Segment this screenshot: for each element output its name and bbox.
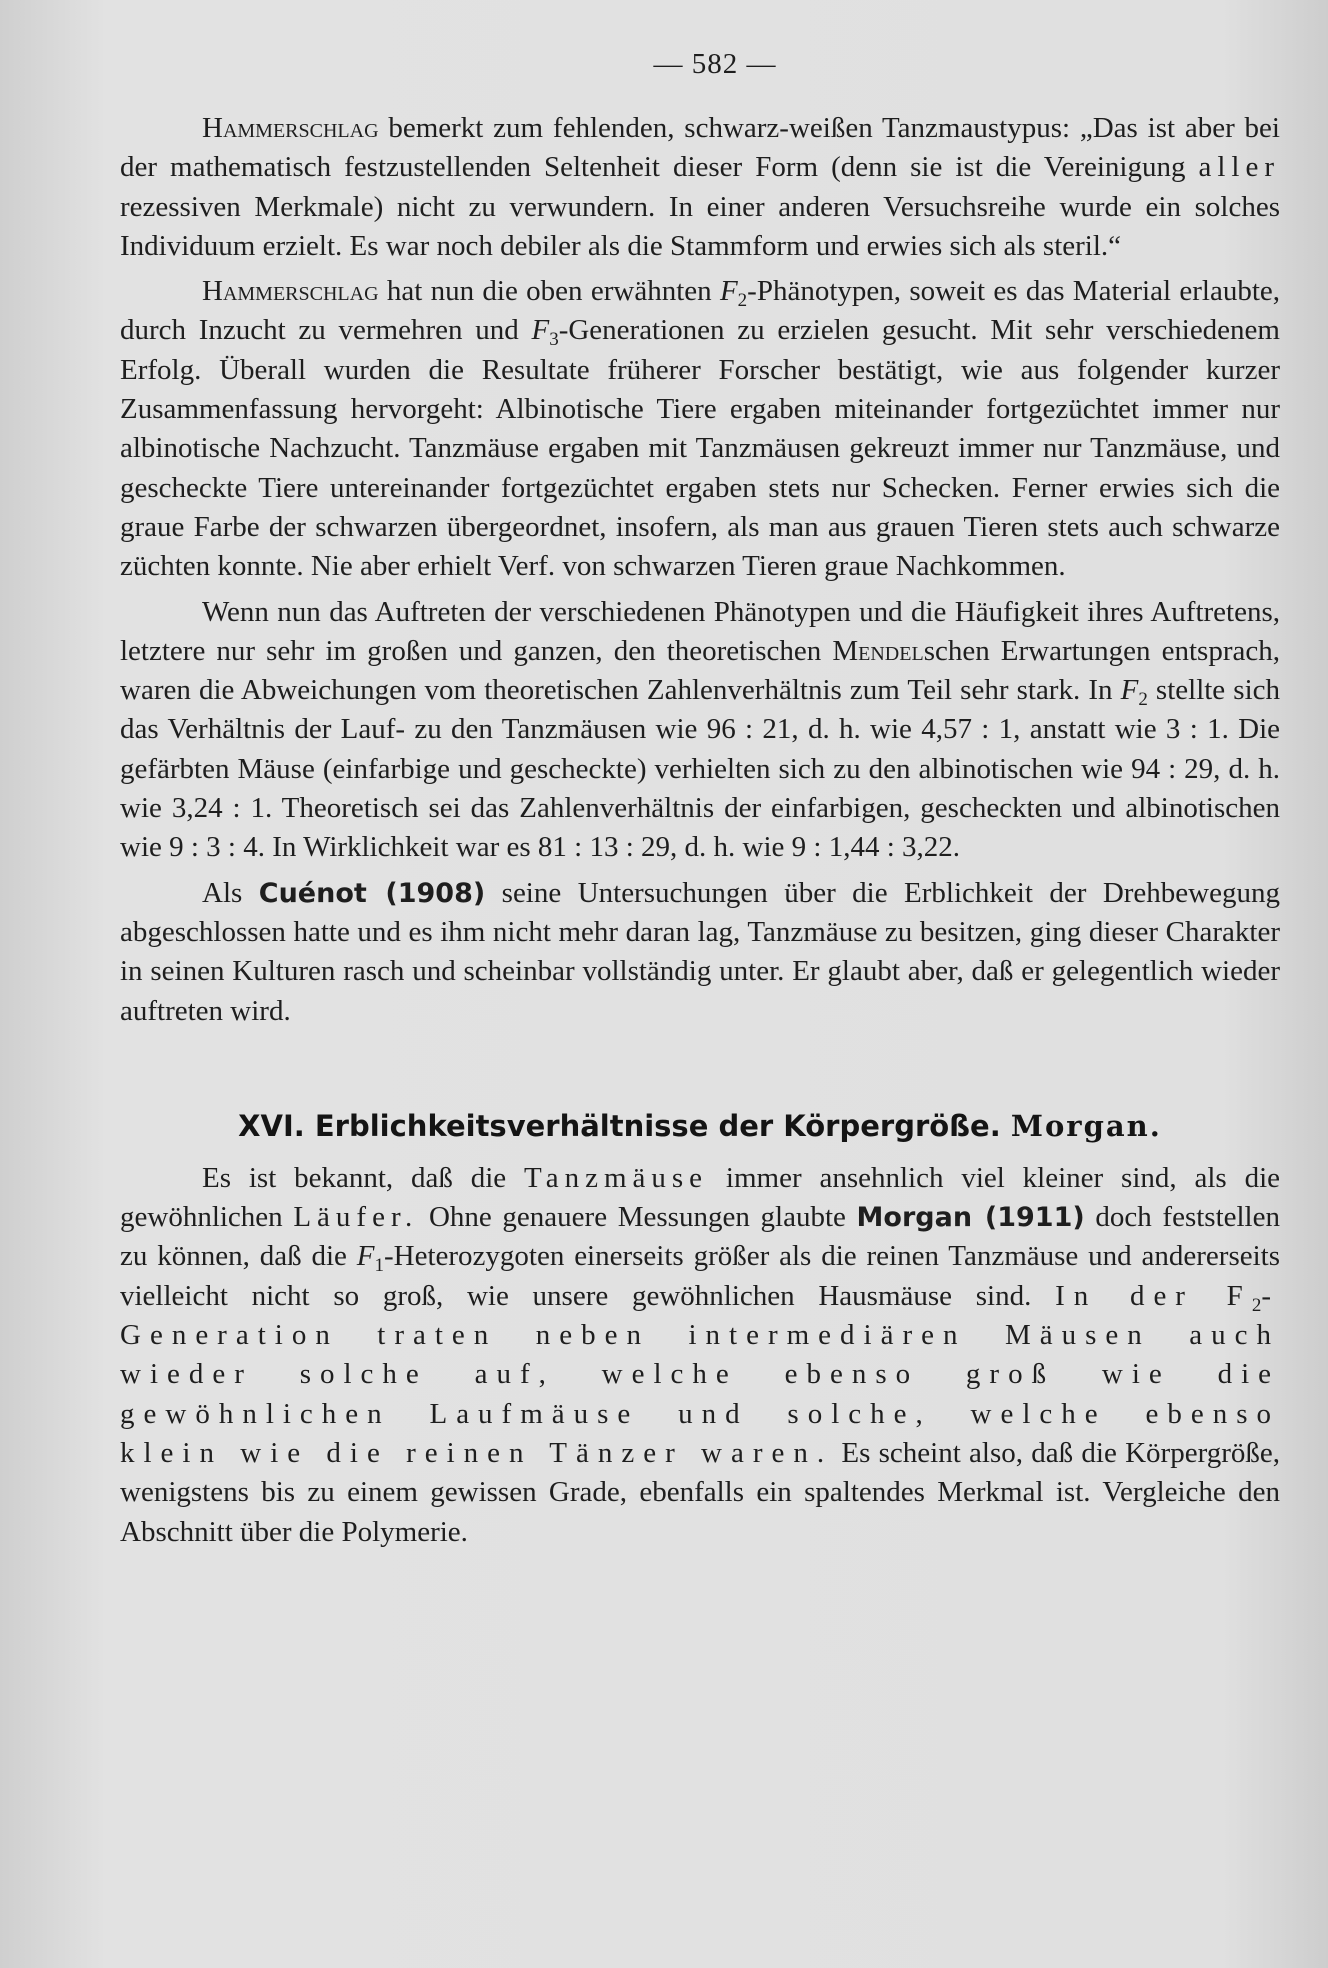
subscript: 2 <box>737 290 748 312</box>
author-name: Mendel <box>832 634 924 667</box>
spaced-word: Tanzmäuse <box>524 1161 709 1194</box>
subscript: 2 <box>1251 1294 1262 1316</box>
text-run: stellte sich das Verhältnis der Lauf- zu den Tanzmäusen wie 96 : 21, d. h. wie 4,57 : 1, anstatt wie 3 : 1. Die gefärbten Mäuse (einfarbige und gescheckte) verhielten sich zu den albinotischen wie 94 : 29, d. h. wie 3,24 : 1. Theoretisch sei das Zahlenverhältnis der einfarbigen, gescheckten und albinotischen wie 9 : 3 : 4. In Wirklichkeit war es 81 : 13 : 29, d. h. wie 9 : 1,44 : 3,22. <box>120 674 1280 864</box>
generation-symbol: F <box>356 1240 375 1273</box>
generation-symbol: F <box>531 314 550 347</box>
text-run: schen Erwartungen entsprach, waren die Abweichungen vom theoretischen Zahlenverhältnis zum Teil sehr stark. In <box>120 634 1280 707</box>
paragraph-2 <box>120 272 1280 586</box>
body-text <box>120 109 1280 1031</box>
text-run: -Generationen zu erzielen gesucht. Mit sehr verschiedenem Erfolg. Überall wurden die Resultate früherer Forscher bestätigt, wie aus folgender kurzer Zusammenfassung hervorgeht: Albinotische Tiere ergaben miteinander fortgezüchtet immer nur albinotische Nachzucht. Tanzmäuse ergaben mit Tanzmäusen gekreuzt immer nur Tanzmäuse, und gescheckte Tiere untereinander fortgezüchtet ergaben stets nur Schecken. Ferner erwies sich die graue Farbe der schwarzen übergeordnet, insofern, als man aus grauen Tieren stets auch schwarze züchten konnte. Nie aber erhielt Verf. von schwarzen Tieren graue Nachkommen. <box>120 314 1280 583</box>
text-run: Als <box>202 876 259 909</box>
text-run: doch feststellen zu können, daß die <box>120 1201 1280 1273</box>
section-heading <box>120 1109 1280 1143</box>
spaced-word: aller <box>1198 151 1280 184</box>
author-citation: Cuénot (1908) <box>258 877 486 909</box>
spaced-text: In der F <box>1055 1279 1252 1312</box>
paragraph-5 <box>120 1159 1280 1552</box>
paragraph-3 <box>120 593 1280 868</box>
text-run: hat nun die oben erwähnten <box>378 275 720 308</box>
text-run: Wenn nun das Auftreten der verschiedenen Phänotypen und die Häufigkeit ihres Auftretens, letztere nur sehr im großen und ganzen, den theoretischen <box>120 595 1280 667</box>
spaced-text: -Generation traten neben intermediären Mäusen auch wieder solche auf, welche ebenso groß wie die gewöhnlichen Laufmäuse und solche, welche ebenso klein wie die reinen Tänzer waren. <box>120 1279 1280 1469</box>
text-run: Es scheint also, daß die Körpergröße, wenigstens bis zu einem gewissen Grade, ebenfalls ein spaltendes Merkmal ist. Vergleiche den Abschnitt über die Polymerie. <box>120 1436 1280 1548</box>
section-author: Morgan. <box>1010 1108 1162 1143</box>
generation-symbol: F <box>1120 674 1139 707</box>
text-run: Es ist bekannt, daß die <box>202 1161 525 1194</box>
text-run: -Heterozygoten einerseits größer als die reinen Tanzmäuse und andererseits vielleicht nicht so groß, wie unsere gewöhnlichen Hausmäuse sind. <box>120 1240 1281 1312</box>
section-title: XVI. Erblichkeitsverhältnisse der Körpergröße. <box>238 1108 1001 1143</box>
text-run: bemerkt zum fehlenden, schwarz-weißen Tanzmaustypus: „Das ist aber bei der mathematisch festzustellenden Seltenheit dieser Form (denn sie ist die Vereinigung <box>120 112 1280 184</box>
subscript: 1 <box>374 1255 384 1277</box>
text-run: seine Untersuchungen über die Erblichkeit der Drehbewegung abgeschlossen hatte und es ihm nicht mehr daran lag, Tanzmäuse zu besitzen, ging dieser Charakter in seinen Kulturen rasch und scheinbar vollständig unter. Er glaubt aber, daß er gelegentlich wieder auftreten wird. <box>120 876 1280 1027</box>
text-run: rezessiven Merkmale) nicht zu verwundern. In einer anderen Versuchsreihe wurde ein solches Individuum erzielt. Es war noch debiler als die Stammform und erwies sich als steril.“ <box>120 190 1280 262</box>
text-run: -Phänotypen, soweit es das Material erlaubte, durch Inzucht zu vermehren und <box>120 275 1280 347</box>
section-body <box>120 1159 1280 1552</box>
subscript: 2 <box>1138 689 1148 711</box>
author-name: Hammerschlag <box>202 275 379 308</box>
page-number: — 582 — <box>653 48 777 80</box>
paragraph-1 <box>120 109 1280 266</box>
generation-symbol: F <box>719 275 738 308</box>
subscript: 3 <box>549 329 559 351</box>
author-citation: Morgan (1911) <box>856 1202 1085 1234</box>
spaced-word: Läufer. <box>293 1201 419 1234</box>
text-run: Ohne genauere Messungen glaubte <box>418 1201 857 1234</box>
text-run: immer ansehnlich viel kleiner sind, als die gewöhnlichen <box>120 1161 1280 1234</box>
author-name: Hammerschlag <box>202 112 379 144</box>
paragraph-4 <box>120 874 1280 1031</box>
